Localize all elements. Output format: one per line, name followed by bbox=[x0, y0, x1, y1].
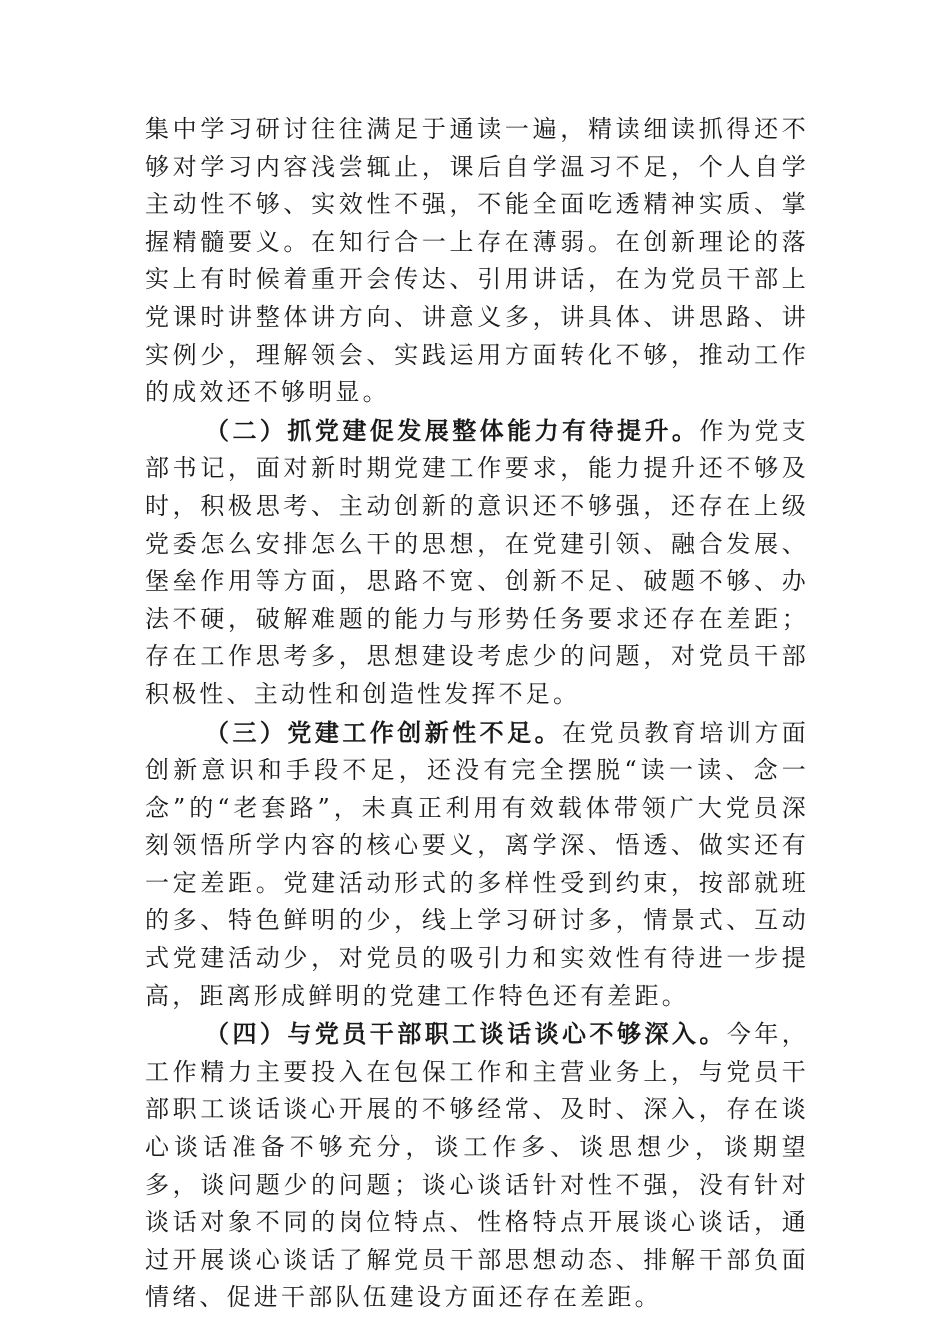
paragraph-continuation bbox=[145, 111, 809, 412]
paragraph-section-2 bbox=[145, 412, 809, 714]
paragraph-body: 作为党支部书记，面对新时期党建工作要求，能力提升还不够及时，积极思考、主动创新的意识还不够强，还存在上级党委怎么安排怎么干的思想，在党建引领、融合发展、堡垒作用等方面，思路不宽、创新不足、破题不够、办法不硬，破解难题的能力与形势任务要求还存在差距；存在工作思考多，思想建设考虑少的问题，对党员干部积极性、主动性和创造性发挥不足。 bbox=[145, 416, 809, 708]
paragraph-body: 今年，工作精力主要投入在包保工作和主营业务上，与党员干部职工谈话谈心开展的不够经常、及时、深入，存在谈心谈话准备不够充分，谈工作多、谈思想少，谈期望多，谈问题少的问题；谈心谈话针对性不强，没有针对谈话对象不同的岗位特点、性格特点开展谈心谈话，通过开展谈心谈话了解党员干部思想动态、排解干部负面情绪、促进干部队伍建设方面还存在差距。 bbox=[145, 1020, 809, 1312]
paragraph-body: 在党员教育培训方面创新意识和手段不足，还没有完全摆脱“读一读、念一念”的“老套路”，未真正利用有效载体带领广大党员深刻领悟所学内容的核心要义，离学深、悟透、做实还有一定差距。党建活动形式的多样性受到约束，按部就班的多、特色鲜明的少，线上学习研讨多，情景式、互动式党建活动少，对党员的吸引力和实效性有待进一步提高，距离形成鲜明的党建工作特色还有差距。 bbox=[145, 718, 809, 1010]
paragraph-body: 集中学习研讨往往满足于通读一遍，精读细读抓得还不够对学习内容浅尝辄止，课后自学温习不足，个人自学主动性不够、实效性不强，不能全面吃透精神实质、掌握精髓要义。在知行合一上存在薄弱。在创新理论的落实上有时候着重开会传达、引用讲话，在为党员干部上党课时讲整体讲方向、讲意义多，讲具体、讲思路、讲实例少，理解领会、实践运用方面转化不够，推动工作的成效还不够明显。 bbox=[145, 115, 809, 407]
section-heading: （三）党建工作创新性不足。 bbox=[205, 717, 563, 747]
section-heading: （四）与党员干部职工谈话谈心不够深入。 bbox=[205, 1019, 727, 1049]
document-page bbox=[145, 111, 809, 1317]
paragraph-section-3 bbox=[145, 714, 809, 1016]
paragraph-section-4 bbox=[145, 1015, 809, 1317]
section-heading: （二）抓党建促发展整体能力有待提升。 bbox=[205, 415, 700, 445]
